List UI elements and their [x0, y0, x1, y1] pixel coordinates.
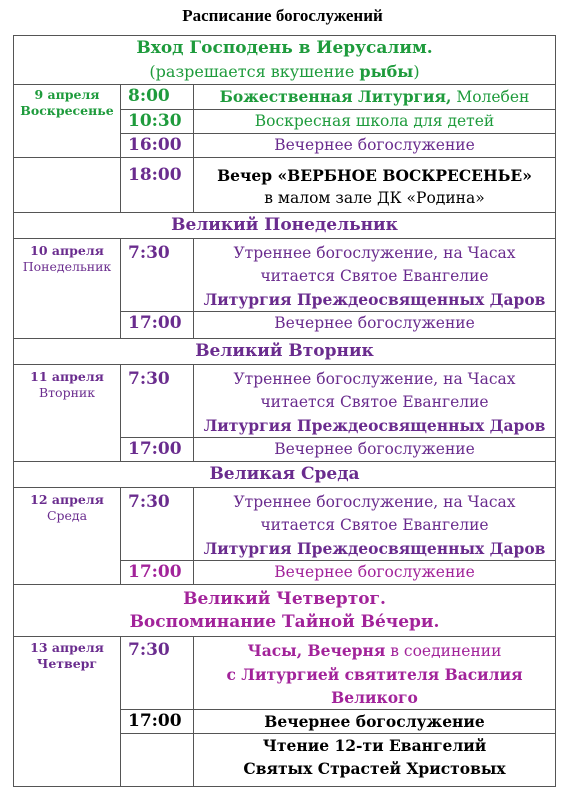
time-cell: 17:00	[121, 438, 194, 462]
event-cell: Часы, Вечерня в соединении с Литургией святителя Василия Великого	[194, 637, 556, 710]
time-cell: 16:00	[121, 134, 194, 158]
event-cell: Чтение 12-ти Евангелий Святых Страстей Христовых	[194, 734, 556, 787]
event-cell: Вечернее богослужение	[194, 710, 556, 734]
event-cell: Вечернее богослужение	[194, 561, 556, 585]
time-cell: 10:30	[121, 110, 194, 134]
event-cell: Утреннее богослужение, на Часах читается Святое Евангелие Литургия Преждеосвященных Даров	[194, 365, 556, 438]
empty-cell	[14, 158, 121, 213]
time-cell: 7:30	[121, 637, 194, 710]
event-cell: Вечернее богослужение	[194, 134, 556, 158]
time-cell: 17:00	[121, 561, 194, 585]
schedule-table	[13, 35, 556, 787]
event-cell: Божественная Литургия, Молебен	[194, 85, 556, 110]
event-cell: Воскресная школа для детей	[194, 110, 556, 134]
feast-note: (разрешается вкушение рыбы)	[149, 62, 420, 81]
time-cell: 7:30	[121, 365, 194, 438]
time-cell: 8:00	[121, 85, 194, 110]
date-cell: 11 апреля Вторник	[14, 365, 121, 462]
time-cell: 7:30	[121, 239, 194, 312]
day-header-tuesday: Великий Вторник	[14, 339, 556, 365]
time-cell: 18:00	[121, 158, 194, 213]
day-header-wednesday: Великая Среда	[14, 462, 556, 488]
event-cell: Вечернее богослужение	[194, 312, 556, 339]
event-cell: Утреннее богослужение, на Часах читается Святое Евангелие Литургия Преждеосвященных Даров	[194, 488, 556, 561]
day-header-thursday: Великий Четвертог. Воспоминание Тайной Ве́чери.	[14, 585, 556, 637]
empty-cell	[121, 734, 194, 787]
page-title: Расписание богослужений	[182, 6, 383, 25]
date-cell: 10 апреля Понедельник	[14, 239, 121, 339]
feast-header-palm-sunday	[14, 36, 556, 85]
event-cell: Вечернее богослужение	[194, 438, 556, 462]
day-header-monday: Великий Понедельник	[14, 213, 556, 239]
table-row	[14, 488, 556, 561]
date-cell: 9 апреля Воскресенье	[14, 85, 121, 158]
event-cell: Вечер «ВЕРБНОЕ ВОСКРЕСЕНЬЕ» в малом зале ДК «Родина»	[194, 158, 556, 213]
time-cell: 17:00	[121, 710, 194, 734]
table-row	[14, 637, 556, 710]
date-cell: 12 апреля Среда	[14, 488, 121, 585]
table-row	[14, 85, 556, 110]
date-cell: 13 апреля Четверг	[14, 637, 121, 787]
table-row	[14, 158, 556, 213]
feast-title: Вход Господень в Иерусалим.	[136, 38, 433, 58]
event-cell: Утреннее богослужение, на Часах читается Святое Евангелие Литургия Преждеосвященных Даров	[194, 239, 556, 312]
time-cell: 17:00	[121, 312, 194, 339]
table-row	[14, 239, 556, 312]
table-row	[14, 365, 556, 438]
time-cell: 7:30	[121, 488, 194, 561]
